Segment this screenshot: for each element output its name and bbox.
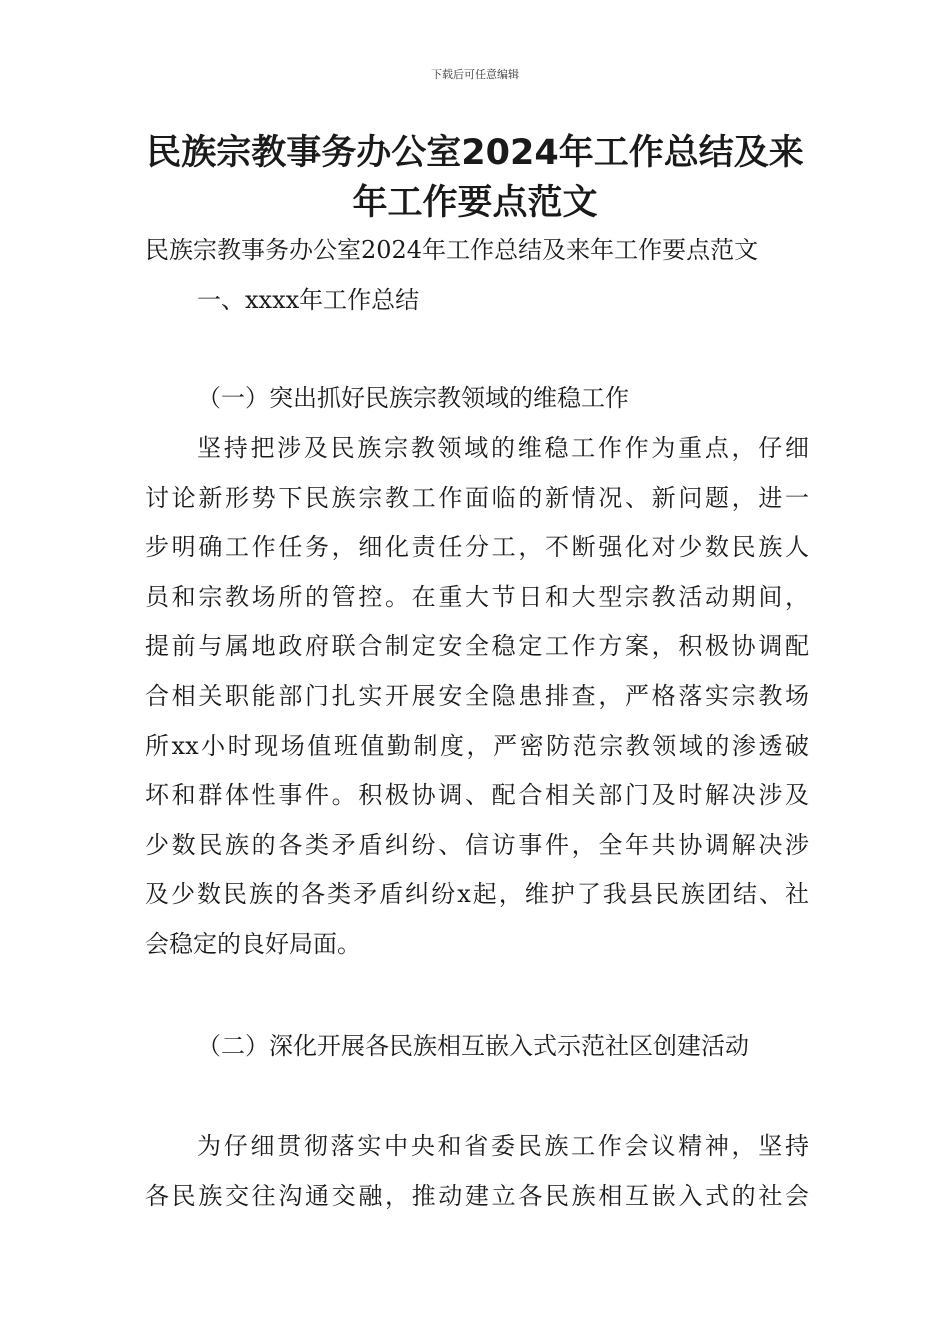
paragraph-line: 各民族交往沟通交融，推动建立各民族相互嵌入式的社会 (145, 1181, 809, 1210)
paragraph-line: 坏和群体性事件。积极协调、配合相关部门及时解决涉及 (145, 781, 809, 810)
paragraph-line: 步明确工作任务，细化责任分工，不断强化对少数民族人 (145, 533, 809, 562)
section-heading: 一、xxxx年工作总结 (197, 286, 420, 314)
document-title (130, 128, 820, 228)
paragraph-line: 及少数民族的各类矛盾纠纷x起，维护了我县民族团结、社 (145, 880, 809, 909)
document-subtitle: 民族宗教事务办公室2024年工作总结及来年工作要点范文 (145, 236, 759, 264)
paragraph-line: 合相关职能部门扎实开展安全隐患排查，严格落实宗教场 (145, 681, 809, 710)
paragraph-line: 会稳定的良好局面。 (145, 929, 361, 958)
document-title-line: 民族宗教事务办公室2024年工作总结及来 (146, 133, 804, 173)
paragraph-line: 讨论新形势下民族宗教工作面临的新情况、新问题，进一 (145, 483, 809, 512)
body-paragraph (145, 1122, 809, 1221)
document-title-line: 年工作要点范文 (352, 183, 598, 223)
paragraph-line: 员和宗教场所的管控。在重大节日和大型宗教活动期间， (145, 582, 809, 611)
subsection-heading: （一）突出抓好民族宗教领域的维稳工作 (197, 384, 629, 412)
paragraph-line: 坚持把涉及民族宗教领域的维稳工作作为重点，仔细 (197, 434, 809, 462)
page-header-note: 下载后可任意编辑 (431, 68, 519, 81)
paragraph-line: 为仔细贯彻落实中央和省委民族工作会议精神，坚持 (197, 1132, 809, 1160)
body-paragraph (145, 424, 809, 970)
paragraph-line: 提前与属地政府联合制定安全稳定工作方案，积极协调配 (145, 632, 809, 661)
paragraph-line: 少数民族的各类矛盾纠纷、信访事件，全年共协调解决涉 (145, 830, 809, 859)
subsection-heading: （二）深化开展各民族相互嵌入式示范社区创建活动 (197, 1032, 749, 1060)
paragraph-line: 所xx小时现场值班值勤制度，严密防范宗教领域的渗透破 (145, 731, 809, 760)
